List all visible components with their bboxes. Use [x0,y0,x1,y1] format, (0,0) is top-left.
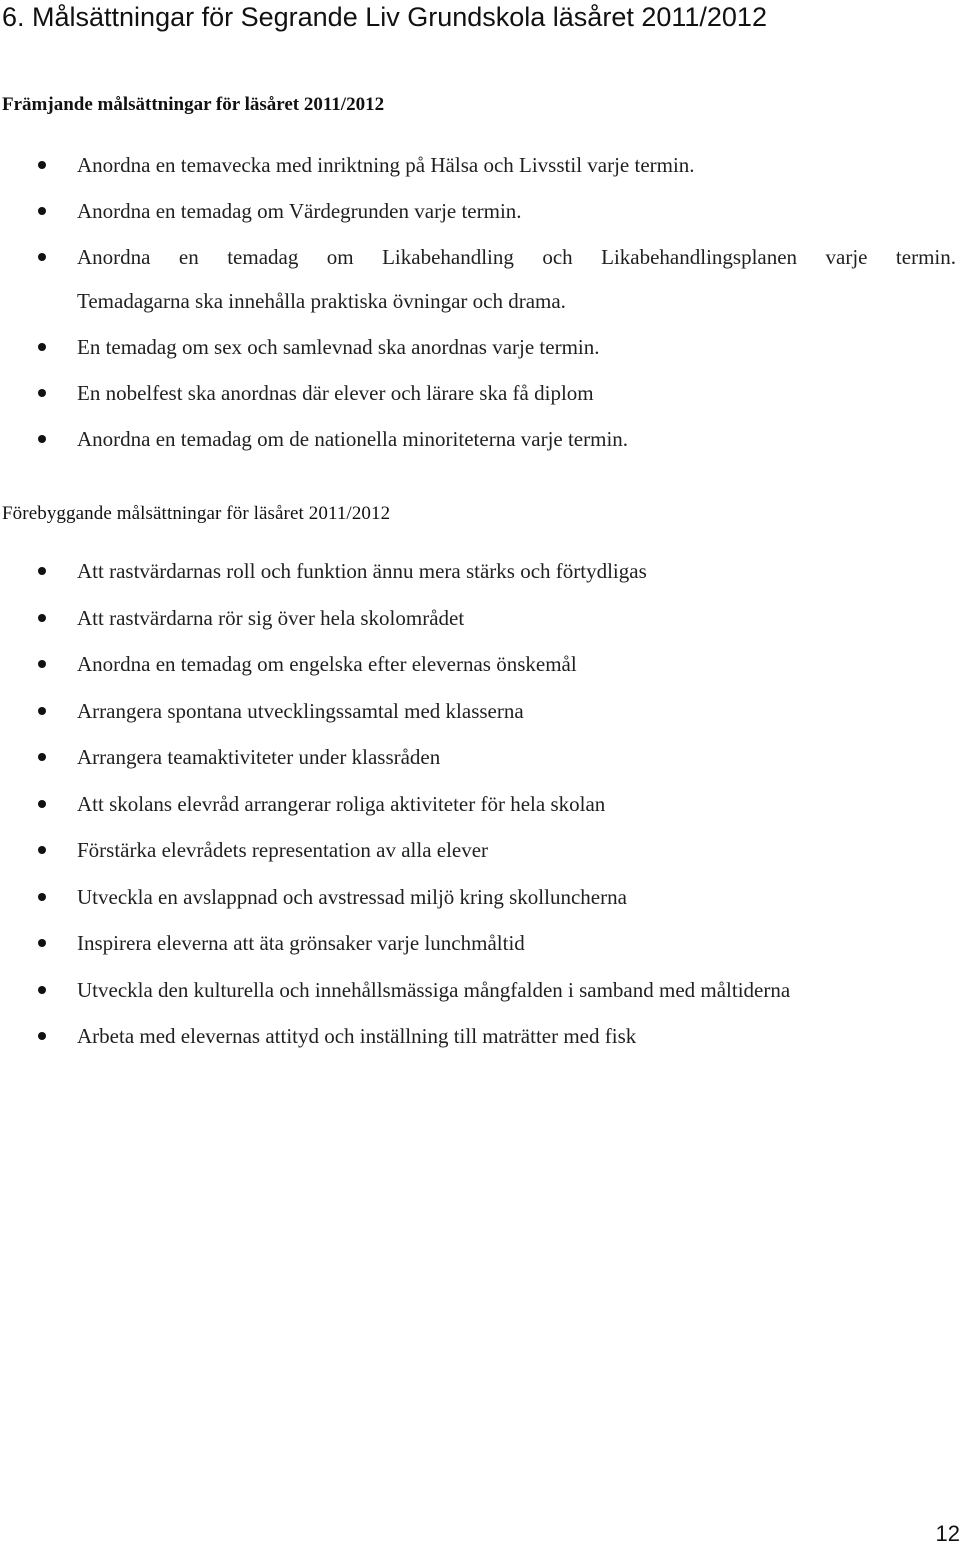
bullet-icon [38,161,46,169]
list-item-text: Anordna en temavecka med inriktning på Hälsa och Livsstil varje termin. [77,153,695,177]
list-item-text: Anordna en temadag om engelska efter elevernas önskemål [77,652,577,676]
list-item-text: Arrangera spontana utvecklingssamtal med klasserna [77,698,524,723]
list-item [0,416,960,462]
list-item [0,920,960,967]
list-item [0,967,960,1014]
bullet-icon [38,567,46,575]
list-item-text: Att skolans elevråd arrangerar roliga aktiviteter för hela skolan [77,791,606,816]
list-item-text: Förstärka elevrådets representation av alla elever [77,838,489,862]
bullet-icon [38,707,46,715]
promoting-goals-list [0,142,960,462]
bullet-icon [38,389,46,397]
bullet-icon [38,614,46,622]
list-item-text: Utveckla den kulturella och innehållsmässiga mångfalden i samband med måltiderna [77,977,791,1002]
bullet-icon [38,800,46,808]
list-item-text: Att rastvärdarnas roll och funktion ännu mera stärks och förtydligas [77,559,647,583]
bullet-icon [38,986,46,994]
list-item [0,688,960,735]
list-item-text: Temadagarna ska innehålla praktiska övningar och drama. [77,289,566,313]
bullet-icon [38,207,46,215]
list-item [0,142,960,188]
list-item [0,595,960,642]
list-item-text: En nobelfest ska anordnas där elever och lärare ska få diplom [77,381,594,405]
list-item-text: Arrangera teamaktiviteter under klassråden [77,745,441,769]
bullet-icon [38,939,46,947]
bullet-icon [38,253,46,261]
bullet-icon [38,1032,46,1040]
list-item [0,734,960,781]
list-item [0,827,960,874]
list-item-text: Inspirera eleverna att äta grönsaker varje lunchmåltid [77,931,525,955]
list-item-text: Att rastvärdarna rör sig över hela skolområdet [77,605,465,630]
list-item-text: Anordna en temadag om de nationella minoriteterna varje termin. [77,427,629,451]
list-item-text: Utveckla en avslappnad och avstressad miljö kring skolluncherna [77,884,627,909]
list-item-text: En temadag om sex och samlevnad ska anordnas varje termin. [77,335,600,359]
list-item [0,188,960,234]
bullet-icon [38,846,46,854]
list-item-text: Anordna en temadag om Värdegrunden varje termin. [77,199,522,223]
bullet-icon [38,753,46,761]
list-item-text: Arbeta med elevernas attityd och inställning till maträtter med fisk [77,1024,637,1048]
preventive-goals-list [0,548,960,1060]
list-item [0,1013,960,1060]
bullet-icon [38,893,46,901]
list-item [0,781,960,828]
bullet-icon [38,343,46,351]
page-number: 12 [935,1521,960,1546]
list-item [0,548,960,595]
bullet-icon [38,435,46,443]
list-item [0,234,960,280]
section-heading-preventive: Förebyggande målsättningar för läsåret 2011/2012 [2,503,391,524]
bullet-icon [38,660,46,668]
list-item [0,370,960,416]
page-title: 6. Målsättningar för Segrande Liv Grundskola läsåret 2011/2012 [2,2,767,32]
list-item [0,641,960,688]
section-heading-promoting: Främjande målsättningar för läsåret 2011/2012 [2,94,385,115]
list-item [0,874,960,921]
list-item-continuation [0,278,960,324]
list-item [0,324,960,370]
list-item-text: Anordna en temadag om Likabehandling och Likabehandlingsplanen varje termin. [77,245,956,269]
